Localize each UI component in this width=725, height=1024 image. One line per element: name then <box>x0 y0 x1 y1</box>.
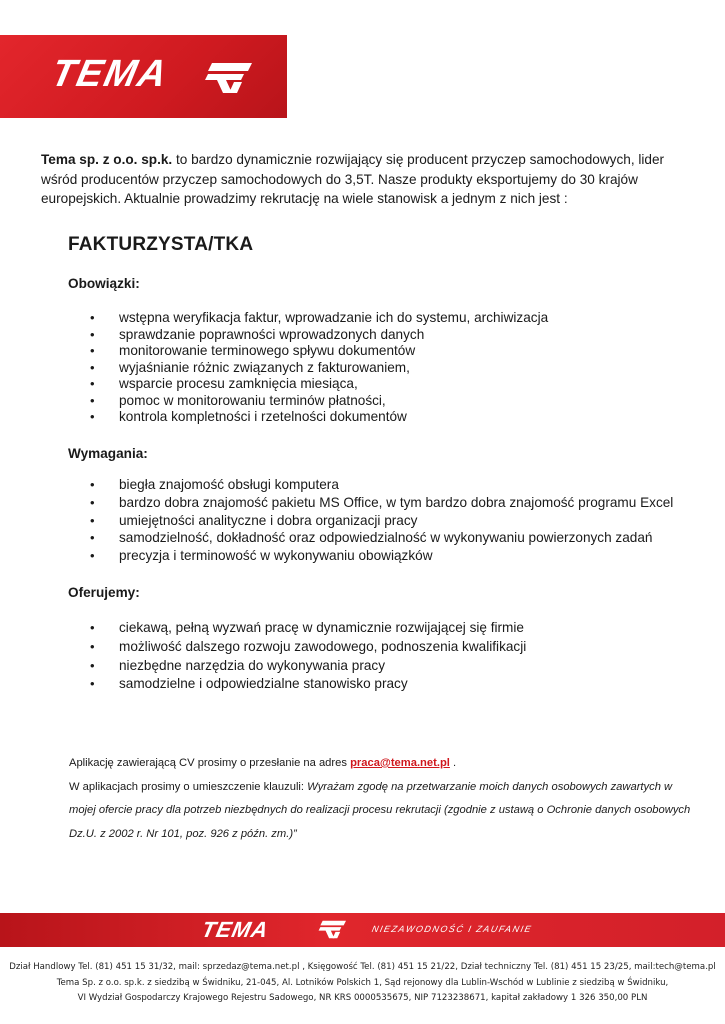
list-item: • precyzja i terminowość w wykonywaniu obowiązków <box>90 547 673 565</box>
list-item: • możliwość dalszego rozwoju zawodowego, podnoszenia kwalifikacji <box>90 638 526 657</box>
application-info <box>69 752 694 846</box>
requirements-list <box>90 476 673 565</box>
tema-logo: TEMA <box>47 53 173 95</box>
responsibilities-list <box>90 310 548 426</box>
list-item: • monitorowanie terminowego spływu dokumentów <box>90 343 548 360</box>
offer-list <box>90 619 526 694</box>
footer-logo-mark-icon <box>318 920 346 939</box>
list-item: • bardzo dobra znajomość pakietu MS Office, w tym bardzo dobra znajomość programu Excel <box>90 494 673 512</box>
footer-slogan: NIEZAWODNOŚĆ I ZAUFANIE <box>370 924 534 934</box>
job-title: FAKTURZYSTA/TKA <box>68 234 254 255</box>
list-item: • samodzielne i odpowiedzialne stanowisko pracy <box>90 675 526 694</box>
list-item: • wstępna weryfikacja faktur, wprowadzanie ich do systemu, archiwizacja <box>90 310 548 327</box>
responsibilities-heading: Obowiązki: <box>68 276 140 291</box>
list-item: • ciekawą, pełną wyzwań pracę w dynamicznie rozwijającej się firmie <box>90 619 526 638</box>
offer-heading: Oferujemy: <box>68 585 140 600</box>
email-link[interactable]: praca@tema.net.pl <box>350 757 450 769</box>
list-item: • sprawdzanie poprawności wprowadzonych danych <box>90 327 548 344</box>
apply-text-end: . <box>449 757 457 769</box>
footer-contact-info <box>0 960 725 1007</box>
company-name: Tema sp. z o.o. sp.k. <box>41 152 173 167</box>
footer-tema-logo: TEMA <box>199 917 272 942</box>
gdpr-clause: Wyrażam zgodę na przetwarzanie moich danych osobowych zawartych w mojej ofercie pracy dla potrzeb niezbędnych do realizacji procesu rekrutacji (zgodnie z ustawą o Ochronie danych osobowych Dz.U. z 2002 r. Nr 101, poz. 926 z późn. zm.)” <box>69 780 691 840</box>
footer-line: Dział Handlowy Tel. (81) 451 15 31/32, mail: sprzedaz@tema.net.pl , Księgowość Tel. (81) 451 15 21/22, Dział techniczny Tel. (81) 451 15 23/25, mail:tech@tema.pl <box>9 962 716 972</box>
list-item: • niezbędne narzędzia do wykonywania pracy <box>90 657 526 676</box>
requirements-heading: Wymagania: <box>68 446 148 461</box>
list-item: • umiejętności analityczne i dobra organizacji pracy <box>90 512 673 530</box>
list-item: • kontrola kompletności i rzetelności dokumentów <box>90 409 548 426</box>
list-item: • wyjaśnianie różnic związanych z fakturowaniem, <box>90 360 548 377</box>
apply-text: Aplikację zawierającą CV prosimy o przesłanie na adres <box>69 757 351 769</box>
list-item: • samodzielność, dokładność oraz odpowiedzialność w wykonywaniu powierzonych zadań <box>90 529 673 547</box>
clause-intro: W aplikacjach prosimy o umieszczenie klauzuli: <box>69 780 308 793</box>
footer-band <box>0 913 725 947</box>
footer-line: VI Wydział Gospodarczy Krajowego Rejestru Sadowego, NR KRS 0000535675, NIP 7123238671, kapitał zakładowy 1 326 350,00 PLN <box>77 993 648 1003</box>
tema-logo-mark-icon <box>204 63 252 93</box>
intro-text: to bardzo dynamicznie rozwijający się producent przyczep samochodowych, lider wśród producentów przyczep samochodowych do 3,5T. Nasze produkty eksportujemy do 30 krajów europejskich. Aktualnie prowadzimy rekrutację na wiele stanowisk a jednym z nich jest : <box>41 152 665 206</box>
list-item: • wsparcie procesu zamknięcia miesiąca, <box>90 376 548 393</box>
footer-line: Tema Sp. z o.o. sp.k. z siedzibą w Świdniku, 21-045, Al. Lotników Polskich 1, Sąd rejonowy dla Lublin-Wschód w Lublinie z siedzibą w Świdniku, <box>56 977 669 988</box>
header-logo-band <box>0 35 287 118</box>
list-item: • pomoc w monitorowaniu terminów płatności, <box>90 393 548 410</box>
list-item: • biegła znajomość obsługi komputera <box>90 476 673 494</box>
intro-paragraph <box>41 150 681 209</box>
